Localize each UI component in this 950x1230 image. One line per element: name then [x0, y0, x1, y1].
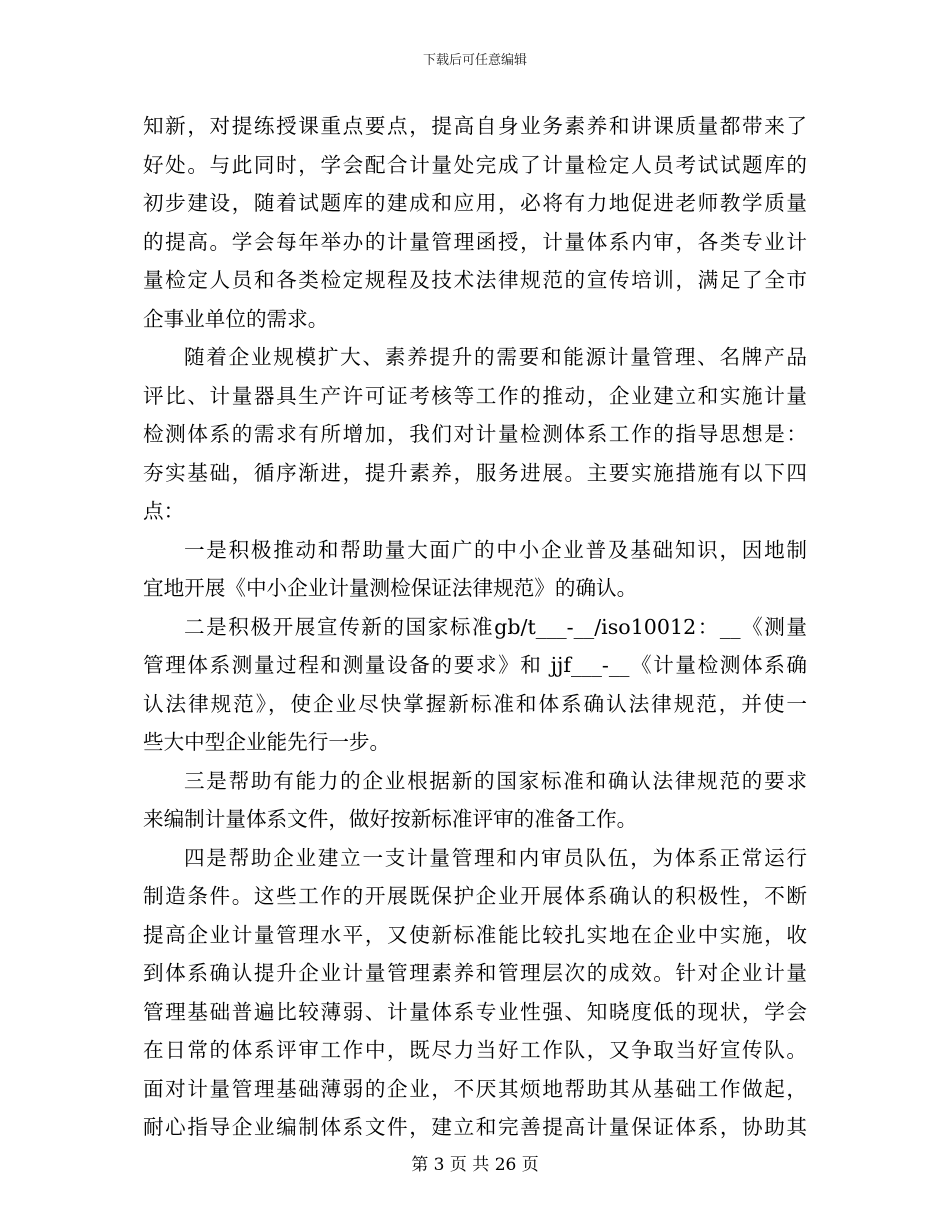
text-line: 点： — [143, 499, 185, 523]
text-line: 些大中型企业能先行一步。 — [143, 730, 391, 754]
text-line: 制造条件。这些工作的开展既保护企业开展体系确认的积极性，不断 — [143, 884, 807, 908]
paragraph-3 — [143, 531, 807, 608]
document-body — [143, 107, 807, 1147]
text-line: 知新，对提练授课重点要点，提高自身业务素养和讲课质量都带来了 — [143, 114, 807, 138]
text-line: 初步建设，随着试题库的建成和应用，必将有力地促进老师教学质量 — [143, 191, 807, 215]
text-line: 宜地开展《中小企业计量测检保证法律规范》的确认。 — [143, 576, 638, 600]
text-line: 面对计量管理基础薄弱的企业，不厌其烦地帮助其从基础工作做起， — [143, 1076, 807, 1101]
text-line: 在日常的体系评审工作中，既尽力当好工作队，又争取当好宣传队。 — [143, 1038, 807, 1062]
paragraph-4 — [143, 608, 807, 762]
text-line: 管理体系测量过程和测量设备的要求》和 jjf___-__《计量检测体系确 — [143, 653, 807, 677]
text-line: 评比、计量器具生产许可证考核等工作的推动，企业建立和实施计量 — [143, 383, 807, 408]
paragraph-6 — [143, 839, 807, 1147]
text-line: 的提高。学会每年举办的计量管理函授，计量体系内审，各类专业计 — [143, 229, 807, 254]
text-line: 随着企业规模扩大、素养提升的需要和能源计量管理、名牌产品 — [184, 345, 807, 369]
paragraph-5 — [143, 762, 807, 839]
text-line: 一是积极推动和帮助量大面广的中小企业普及基础知识，因地制 — [184, 537, 807, 562]
paragraph-1 — [143, 107, 807, 338]
text-line: 企事业单位的需求。 — [143, 306, 329, 331]
page-header: 下载后可任意编辑 — [422, 53, 527, 68]
text-line: 三是帮助有能力的企业根据新的国家标准和确认法律规范的要求 — [184, 768, 807, 793]
text-line: 二是积极开展宣传新的国家标准gb/t___-__/iso10012：__《测量 — [184, 614, 807, 639]
paragraph-2 — [143, 338, 807, 531]
text-line: 好处。与此同时，学会配合计量处完成了计量检定人员考试试题库的 — [143, 152, 807, 177]
text-line: 认法律规范》，使企业尽快掌握新标准和体系确认法律规范，并使一 — [143, 691, 807, 716]
page-number-footer: 第 3 页 共 26 页 — [411, 1155, 539, 1175]
text-line: 管理基础普遍比较薄弱、计量体系专业性强、知晓度低的现状，学会 — [143, 999, 807, 1024]
text-line: 提高企业计量管理水平，又使新标准能比较扎实地在企业中实施，收 — [143, 922, 807, 947]
text-line: 四是帮助企业建立一支计量管理和内审员队伍，为体系正常运行 — [184, 845, 807, 870]
text-line: 到体系确认提升企业计量管理素养和管理层次的成效。针对企业计量 — [143, 961, 807, 985]
text-line: 检测体系的需求有所增加，我们对计量检测体系工作的指导思想是： — [143, 422, 807, 446]
text-line: 夯实基础，循序渐进，提升素养，服务进展。主要实施措施有以下四 — [143, 460, 807, 485]
text-line: 来编制计量体系文件，做好按新标准评审的准备工作。 — [143, 807, 638, 831]
text-line: 耐心指导企业编制体系文件，建立和完善提高计量保证体系，协助其 — [143, 1115, 807, 1139]
text-line: 量检定人员和各类检定规程及技术法律规范的宣传培训，满足了全市 — [143, 268, 807, 292]
